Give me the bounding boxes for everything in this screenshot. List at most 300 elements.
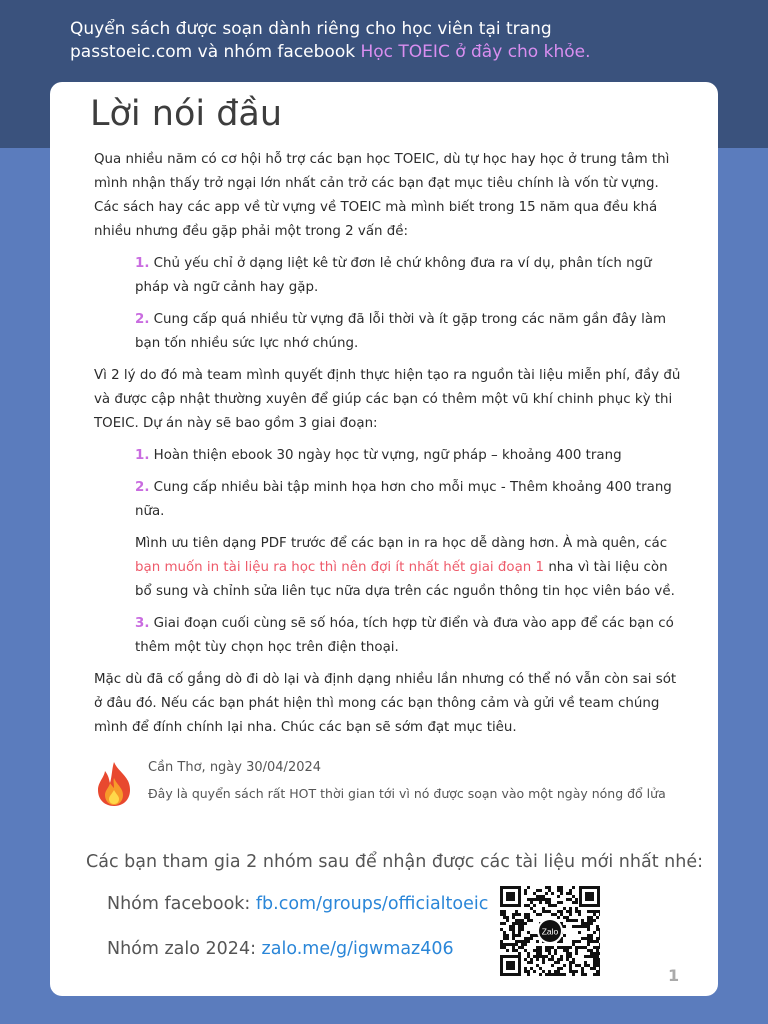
- qr-module: [518, 922, 521, 925]
- qr-module: [557, 901, 560, 904]
- zalo-qr-code[interactable]: [500, 886, 600, 976]
- qr-module: [590, 937, 593, 940]
- qr-module: [593, 919, 596, 922]
- qr-finder-top-right: [579, 886, 600, 907]
- qr-module: [590, 916, 593, 919]
- qr-module: [581, 922, 584, 925]
- preface-body: [94, 148, 684, 748]
- qr-module: [563, 973, 566, 976]
- qr-module: [584, 937, 587, 940]
- qr-module: [536, 940, 539, 943]
- qr-module: [512, 925, 515, 928]
- qr-module: [587, 910, 590, 913]
- qr-module: [542, 961, 545, 964]
- zalo-group-link[interactable]: zalo.me/g/igwmaz406: [261, 939, 454, 959]
- qr-module: [503, 931, 506, 934]
- page-title: Lời nói đầu: [90, 94, 283, 134]
- qr-module: [599, 961, 600, 964]
- facebook-group-label: Nhóm facebook:: [107, 894, 256, 914]
- qr-module: [533, 910, 536, 913]
- qr-module: [521, 928, 524, 931]
- qr-module: [542, 958, 545, 961]
- qr-module: [524, 937, 527, 940]
- qr-module: [536, 913, 539, 916]
- qr-module: [572, 919, 575, 922]
- qr-module: [587, 949, 590, 952]
- qr-module: [515, 934, 518, 937]
- qr-module: [572, 970, 575, 973]
- qr-module: [596, 916, 599, 919]
- qr-module: [566, 916, 569, 919]
- signature-block: [92, 758, 692, 818]
- qr-module: [599, 964, 600, 967]
- qr-module: [569, 919, 572, 922]
- qr-module: [599, 973, 600, 976]
- qr-module: [578, 910, 581, 913]
- qr-module: [512, 949, 515, 952]
- qr-module: [539, 895, 542, 898]
- qr-module: [506, 919, 509, 922]
- qr-module: [581, 919, 584, 922]
- qr-module: [572, 940, 575, 943]
- phase-number: 1.: [135, 448, 150, 463]
- qr-module: [569, 964, 572, 967]
- qr-module: [545, 955, 548, 958]
- qr-module: [524, 967, 527, 970]
- qr-module: [566, 955, 569, 958]
- qr-module: [527, 904, 530, 907]
- qr-module: [572, 943, 575, 946]
- qr-module: [557, 967, 560, 970]
- qr-module: [515, 940, 518, 943]
- pdf-note-after: nha vì tài liệu còn bổ sung và chỉnh sửa liên tục nữa dựa trên các nguồn thông tin học viên báo về.: [135, 560, 675, 599]
- qr-module: [593, 967, 596, 970]
- qr-module: [596, 949, 599, 952]
- phase-text: Cung cấp nhiều bài tập minh họa hơn cho mỗi mục - Thêm khoảng 400 trang nữa.: [135, 480, 672, 519]
- qr-module: [575, 970, 578, 973]
- qr-module: [521, 919, 524, 922]
- qr-module: [557, 889, 560, 892]
- qr-module: [530, 907, 533, 910]
- qr-module: [527, 898, 530, 901]
- qr-module: [596, 973, 599, 976]
- qr-module: [596, 970, 599, 973]
- closing-paragraph: Mặc dù đã cố gắng dò đi dò lại và định dạng nhiều lần nhưng có thể nó vẫn còn sai sót ở đâu đó. Nếu các bạn phát hiện thì mong các bạn thông cảm và gửi về team chúng mình để đính chính lại nha. Chúc các bạn sẽ sớm đạt mục tiêu.: [94, 672, 677, 735]
- qr-module: [566, 919, 569, 922]
- qr-module: [578, 913, 581, 916]
- qr-module: [593, 964, 596, 967]
- qr-module: [524, 913, 527, 916]
- qr-module: [581, 937, 584, 940]
- qr-module: [587, 922, 590, 925]
- qr-module: [545, 973, 548, 976]
- qr-module: [560, 889, 563, 892]
- qr-module: [557, 886, 560, 889]
- qr-module: [569, 961, 572, 964]
- qr-module: [530, 937, 533, 940]
- qr-module: [557, 910, 560, 913]
- qr-module: [572, 901, 575, 904]
- qr-module: [578, 931, 581, 934]
- qr-module: [539, 946, 542, 949]
- qr-module: [563, 925, 566, 928]
- qr-module: [551, 973, 554, 976]
- qr-module: [575, 919, 578, 922]
- qr-module: [569, 970, 572, 973]
- qr-module: [518, 928, 521, 931]
- qr-module: [524, 943, 527, 946]
- qr-module: [527, 937, 530, 940]
- qr-module: [503, 943, 506, 946]
- qr-module: [548, 952, 551, 955]
- qr-module: [563, 916, 566, 919]
- qr-module: [575, 952, 578, 955]
- qr-module: [593, 973, 596, 976]
- reason-paragraph: Vì 2 lý do đó mà team mình quyết định thực hiện tạo ra nguồn tài liệu miễn phí, đầy đủ và được cập nhật thường xuyên để giúp các bạn có thêm một vũ khí chinh phục kỳ thi TOEIC. Dự án này sẽ bao gồm 3 giai đoạn:: [94, 368, 681, 431]
- qr-module: [584, 964, 587, 967]
- qr-module: [542, 898, 545, 901]
- qr-module: [578, 946, 581, 949]
- qr-module: [536, 895, 539, 898]
- qr-module: [599, 937, 600, 940]
- qr-module: [536, 955, 539, 958]
- qr-module: [593, 961, 596, 964]
- qr-module: [584, 946, 587, 949]
- qr-module: [542, 970, 545, 973]
- qr-module: [500, 913, 503, 916]
- qr-module: [560, 973, 563, 976]
- qr-module: [533, 892, 536, 895]
- qr-module: [545, 949, 548, 952]
- qr-module: [512, 943, 515, 946]
- qr-module: [545, 901, 548, 904]
- qr-module: [593, 952, 596, 955]
- qr-module: [599, 910, 600, 913]
- qr-module: [548, 949, 551, 952]
- qr-module: [584, 922, 587, 925]
- qr-module: [587, 919, 590, 922]
- qr-module: [566, 910, 569, 913]
- qr-module: [530, 919, 533, 922]
- qr-module: [503, 934, 506, 937]
- qr-module: [566, 946, 569, 949]
- qr-module: [554, 913, 557, 916]
- qr-module: [566, 892, 569, 895]
- qr-module: [542, 910, 545, 913]
- qr-module: [557, 970, 560, 973]
- qr-module: [587, 943, 590, 946]
- qr-module: [527, 931, 530, 934]
- qr-module: [578, 964, 581, 967]
- zalo-group-label: Nhóm zalo 2024:: [107, 939, 262, 959]
- qr-module: [524, 892, 527, 895]
- qr-module: [506, 934, 509, 937]
- qr-module: [587, 940, 590, 943]
- qr-module: [599, 928, 600, 931]
- qr-module: [500, 946, 503, 949]
- pdf-note-before: Mình ưu tiên dạng PDF trước để các bạn in ra học dễ dàng hơn. À mà quên, các: [135, 536, 668, 551]
- qr-module: [545, 946, 548, 949]
- qr-module: [563, 964, 566, 967]
- qr-module: [533, 970, 536, 973]
- qr-module: [524, 889, 527, 892]
- qr-module: [596, 937, 599, 940]
- qr-module: [587, 925, 590, 928]
- qr-module: [539, 913, 542, 916]
- page-number: 1: [668, 966, 680, 985]
- qr-module: [527, 970, 530, 973]
- qr-module: [548, 904, 551, 907]
- qr-module: [512, 946, 515, 949]
- qr-module: [536, 964, 539, 967]
- qr-module: [599, 970, 600, 973]
- qr-module: [572, 895, 575, 898]
- qr-module: [527, 916, 530, 919]
- qr-module: [560, 910, 563, 913]
- qr-module: [524, 916, 527, 919]
- qr-module: [572, 925, 575, 928]
- qr-module: [524, 970, 527, 973]
- qr-module: [503, 916, 506, 919]
- signature-date: Cần Thơ, ngày 30/04/2024: [148, 760, 322, 775]
- qr-module: [530, 898, 533, 901]
- pdf-note: [135, 532, 684, 604]
- qr-finder-top-left: [500, 886, 521, 907]
- intro-paragraph: Qua nhiều năm có cơ hội hỗ trợ các bạn học TOEIC, dù tự học hay học ở trung tâm thì mình nhận thấy trở ngại lớn nhất cản trở các bạn đạt mục tiêu chính là vốn từ vựng. Các sách hay các app về từ vựng về TOEIC mà mình biết trong 15 năm qua đều khá nhiều nhưng đều gặp phải một trong 2 vấn đề:: [94, 152, 670, 239]
- qr-module: [554, 949, 557, 952]
- qr-module: [590, 952, 593, 955]
- qr-module: [524, 949, 527, 952]
- qr-module: [566, 949, 569, 952]
- qr-module: [512, 928, 515, 931]
- qr-module: [590, 910, 593, 913]
- qr-module: [527, 886, 530, 889]
- qr-module: [596, 958, 599, 961]
- print-warning: bạn muốn in tài liệu ra học thì nên đợi ít nhất hết giai đoạn 1: [135, 560, 545, 575]
- qr-module: [548, 946, 551, 949]
- qr-module: [503, 910, 506, 913]
- qr-module: [557, 946, 560, 949]
- qr-module: [548, 970, 551, 973]
- qr-module: [503, 913, 506, 916]
- qr-module: [506, 943, 509, 946]
- qr-module: [500, 943, 503, 946]
- qr-module: [533, 934, 536, 937]
- qr-module: [527, 973, 530, 976]
- qr-module: [596, 955, 599, 958]
- qr-module: [554, 904, 557, 907]
- qr-module: [575, 940, 578, 943]
- qr-module: [560, 892, 563, 895]
- qr-module: [518, 919, 521, 922]
- qr-module: [524, 958, 527, 961]
- qr-module: [500, 928, 503, 931]
- qr-module: [506, 916, 509, 919]
- qr-module: [542, 895, 545, 898]
- qr-module: [536, 949, 539, 952]
- invite-text: Các bạn tham gia 2 nhóm sau để nhận được các tài liệu mới nhất nhé:: [86, 852, 703, 872]
- qr-module: [581, 967, 584, 970]
- header-line-2-prefix: passtoeic.com và nhóm facebook: [70, 42, 361, 62]
- qr-module: [572, 958, 575, 961]
- qr-module: [518, 925, 521, 928]
- qr-module: [587, 928, 590, 931]
- qr-module: [548, 886, 551, 889]
- qr-module: [566, 952, 569, 955]
- qr-module: [569, 898, 572, 901]
- qr-module: [593, 946, 596, 949]
- qr-module: [599, 958, 600, 961]
- qr-module: [560, 913, 563, 916]
- qr-module: [527, 919, 530, 922]
- qr-module: [521, 943, 524, 946]
- qr-module: [557, 973, 560, 976]
- qr-module: [557, 895, 560, 898]
- qr-module: [572, 961, 575, 964]
- qr-module: [560, 901, 563, 904]
- qr-module: [551, 892, 554, 895]
- qr-module: [545, 892, 548, 895]
- qr-module: [503, 937, 506, 940]
- qr-module: [569, 946, 572, 949]
- qr-module: [539, 952, 542, 955]
- qr-module: [572, 973, 575, 976]
- qr-module: [515, 943, 518, 946]
- qr-module: [569, 913, 572, 916]
- qr-module: [548, 973, 551, 976]
- qr-module: [596, 928, 599, 931]
- qr-module: [593, 910, 596, 913]
- qr-module: [539, 973, 542, 976]
- qr-module: [500, 940, 503, 943]
- qr-module: [518, 952, 521, 955]
- qr-module: [563, 907, 566, 910]
- qr-module: [590, 949, 593, 952]
- qr-module: [593, 913, 596, 916]
- fire-icon: [92, 760, 136, 808]
- qr-module: [596, 910, 599, 913]
- phase-text: Hoàn thiện ebook 30 ngày học từ vựng, ngữ pháp – khoảng 400 trang: [153, 448, 622, 463]
- qr-module: [527, 940, 530, 943]
- qr-module: [560, 958, 563, 961]
- qr-module: [599, 943, 600, 946]
- header-line-1: Quyển sách được soạn dành riêng cho học viên tại trang: [70, 19, 552, 39]
- qr-module: [581, 970, 584, 973]
- qr-module: [587, 955, 590, 958]
- qr-module: [533, 949, 536, 952]
- qr-module: [512, 916, 515, 919]
- qr-module: [539, 955, 542, 958]
- qr-module: [539, 898, 542, 901]
- qr-module: [530, 958, 533, 961]
- zalo-logo-label: Zalo: [541, 926, 559, 937]
- qr-module: [584, 925, 587, 928]
- qr-module: [581, 973, 584, 976]
- qr-module: [515, 949, 518, 952]
- qr-module: [548, 958, 551, 961]
- qr-module: [524, 922, 527, 925]
- qr-module: [521, 925, 524, 928]
- qr-module: [569, 910, 572, 913]
- qr-module: [587, 964, 590, 967]
- qr-module: [512, 934, 515, 937]
- qr-module: [527, 913, 530, 916]
- qr-module: [599, 946, 600, 949]
- qr-module: [593, 931, 596, 934]
- qr-module: [566, 958, 569, 961]
- qr-module: [599, 934, 600, 937]
- qr-module: [542, 907, 545, 910]
- header-line-2: [70, 41, 690, 64]
- facebook-group-name: Học TOEIC ở đây cho khỏe.: [360, 42, 591, 62]
- qr-module: [554, 961, 557, 964]
- qr-module: [518, 940, 521, 943]
- qr-module: [554, 973, 557, 976]
- qr-module: [599, 913, 600, 916]
- qr-module: [530, 961, 533, 964]
- qr-module: [545, 910, 548, 913]
- qr-module: [518, 913, 521, 916]
- qr-module: [533, 898, 536, 901]
- qr-module: [596, 946, 599, 949]
- qr-module: [560, 940, 563, 943]
- problem-item: [135, 252, 684, 300]
- signature-note: Đây là quyển sách rất HOT thời gian tới vì nó được soạn vào một ngày nóng đổ lửa: [148, 786, 666, 801]
- header-banner: [70, 18, 690, 64]
- qr-module: [590, 934, 593, 937]
- qr-module: [521, 946, 524, 949]
- qr-module: [575, 949, 578, 952]
- qr-module: [506, 949, 509, 952]
- qr-module: [584, 961, 587, 964]
- qr-module: [539, 949, 542, 952]
- qr-module: [509, 943, 512, 946]
- qr-module: [599, 952, 600, 955]
- qr-module: [527, 955, 530, 958]
- qr-module: [575, 898, 578, 901]
- qr-module: [569, 967, 572, 970]
- problem-number: 2.: [135, 312, 150, 327]
- qr-module: [512, 937, 515, 940]
- qr-module: [551, 946, 554, 949]
- qr-module: [533, 955, 536, 958]
- qr-module: [596, 925, 599, 928]
- qr-module: [515, 922, 518, 925]
- qr-module: [569, 952, 572, 955]
- qr-module: [569, 892, 572, 895]
- phase-text: Giai đoạn cuối cùng sẽ số hóa, tích hợp từ điển và đưa vào app để các bạn có thêm một tùy chọn học trên điện thoại.: [135, 616, 674, 655]
- qr-module: [527, 952, 530, 955]
- qr-module: [512, 913, 515, 916]
- qr-module: [530, 934, 533, 937]
- facebook-group-link[interactable]: fb.com/groups/officialtoeic: [255, 894, 489, 914]
- qr-module: [500, 910, 503, 913]
- qr-module: [587, 937, 590, 940]
- problem-text: Cung cấp quá nhiều từ vựng đã lỗi thời và ít gặp trong các năm gần đây làm bạn tốn nhiều sức lực nhớ chúng.: [135, 312, 667, 351]
- qr-module: [518, 934, 521, 937]
- qr-module: [590, 955, 593, 958]
- qr-module: [575, 910, 578, 913]
- qr-module: [569, 955, 572, 958]
- qr-module: [533, 904, 536, 907]
- qr-module: [575, 925, 578, 928]
- qr-module: [575, 946, 578, 949]
- qr-module: [530, 967, 533, 970]
- qr-module: [575, 907, 578, 910]
- problem-text: Chủ yếu chỉ ở dạng liệt kê từ đơn lẻ chứ không đưa ra ví dụ, phân tích ngữ pháp và ngữ cảnh hay gặp.: [135, 256, 652, 295]
- qr-module: [524, 940, 527, 943]
- qr-module: [506, 937, 509, 940]
